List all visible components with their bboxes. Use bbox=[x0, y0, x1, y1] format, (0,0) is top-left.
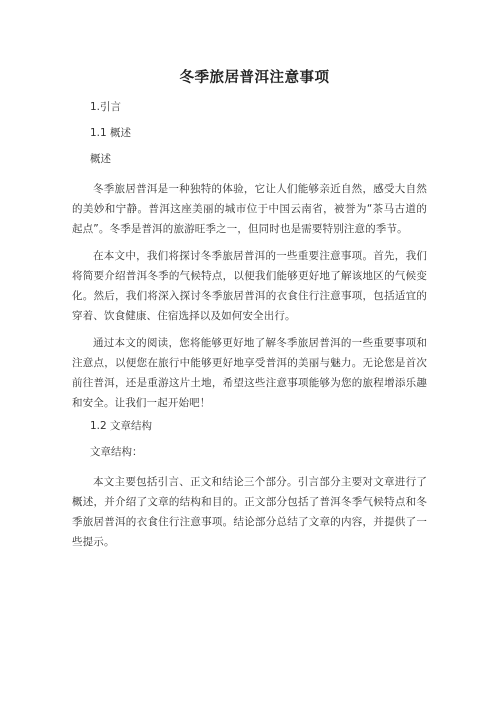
overview-paragraph-2: 在本文中，我们将探讨冬季旅居普洱的一些重要注意事项。首先，我们将简要介绍普洱冬季的气候特点，以便我们能够更好地了解该地区的气候变化。然后，我们将深入探讨冬季旅居普洱的衣食住行注意事项，包括适宜的穿着、饮食健康、住宿选择以及如何安全出行。 bbox=[72, 250, 427, 322]
structure-paragraph-1: 本文主要包括引言、正文和结论三个部分。引言部分主要对文章进行了概述，并介绍了文章的结构和目的。正文部分包括了普洱冬季气候特点和冬季旅居普洱的衣食住行注意事项。结论部分总结了文章的内容，并提供了一些提示。 bbox=[72, 476, 427, 548]
overview-label: 概述 bbox=[90, 153, 111, 165]
overview-paragraph-1: 冬季旅居普洱是一种独特的体验，它让人们能够亲近自然，感受大自然的美妙和宁静。普洱这座美丽的城市位于中国云南省，被誉为“茶马古道的起点”。冬季是普洱的旅游旺季之一，但同时也是需要特别注意的季节。 bbox=[72, 183, 427, 235]
subsection-heading-overview: 1.1 概述 bbox=[90, 127, 132, 139]
subsection-heading-structure: 1.2 文章结构 bbox=[90, 420, 153, 432]
structure-label: 文章结构： bbox=[90, 446, 143, 458]
section-heading-intro: 1.引言 bbox=[90, 101, 122, 113]
overview-paragraph-3: 通过本文的阅读，您将能够更好地了解冬季旅居普洱的一些重要事项和注意点，以便您在旅行中能够更好地享受普洱的美丽与魅力。无论您是首次前往普洱，还是重游这片土地，希望这些注意事项能够为您的旅程增添乐趣和安全。让我们一起开始吧！ bbox=[72, 337, 427, 409]
document-title: 冬季旅居普洱注意事项 bbox=[179, 70, 330, 86]
